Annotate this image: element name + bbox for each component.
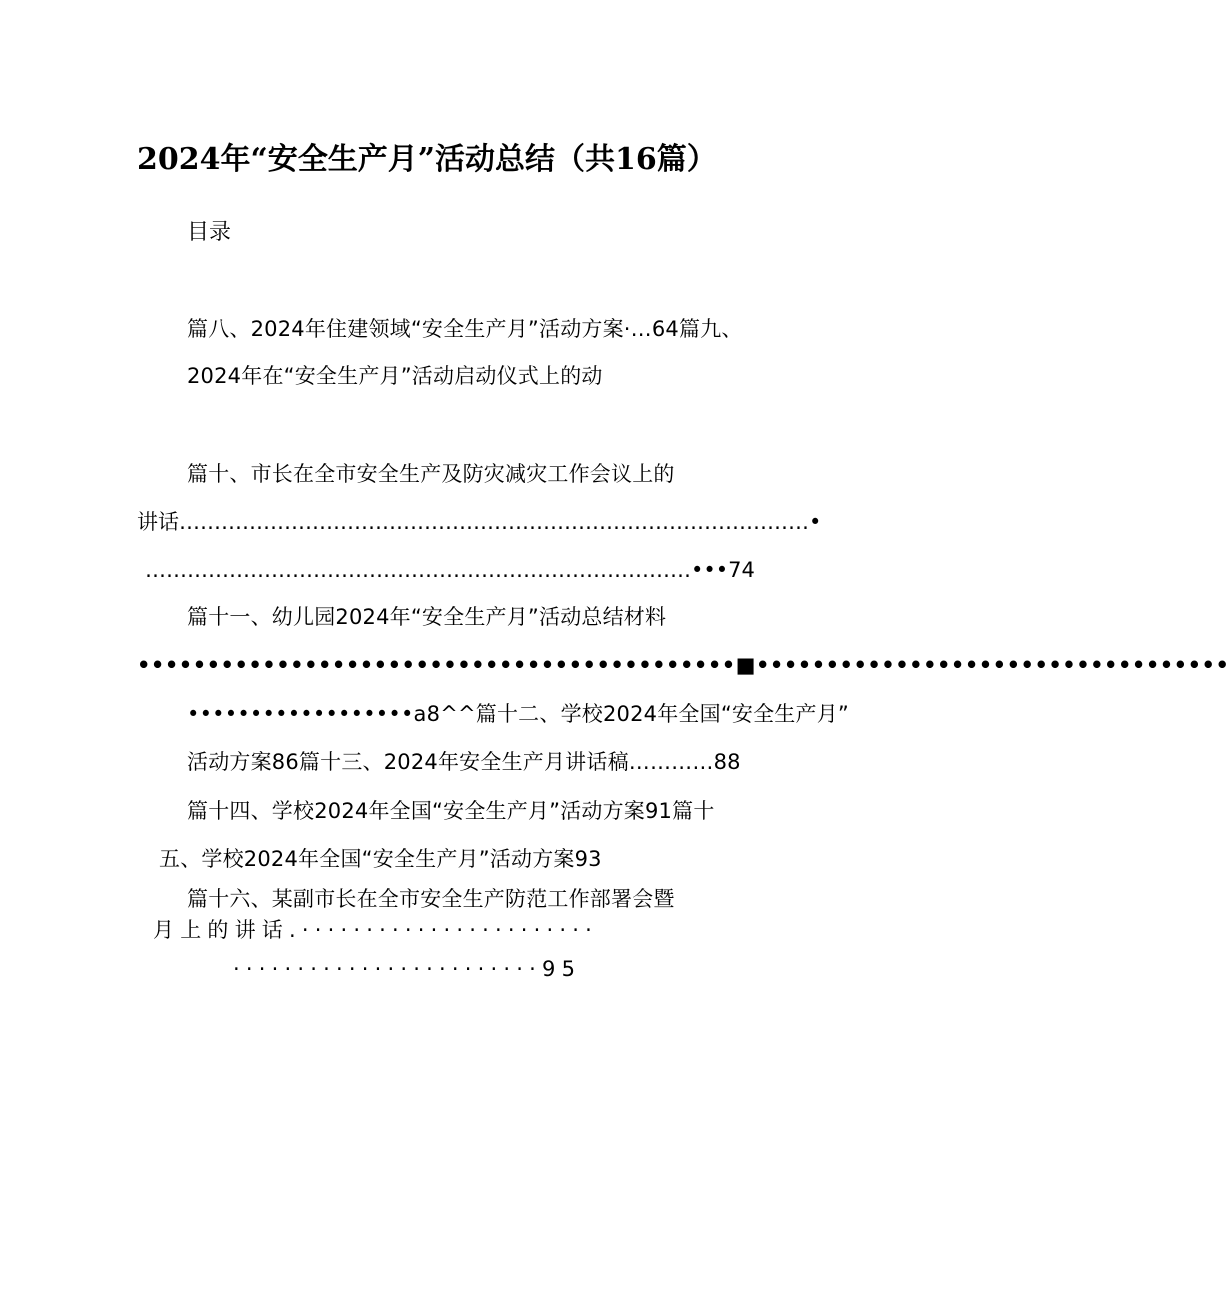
toc-line: 讲话………………………………………………………………………………•: [137, 510, 822, 534]
toc-line: 篇八、2024年住建领域“安全生产月”活动方案·…64篇九、: [187, 317, 743, 341]
toc-line: ························95: [233, 957, 582, 981]
toc-line: ••••••••••••••••••a8^^篇十二、学校2024年全国“安全生产月”: [187, 702, 849, 726]
toc-line: 篇十一、幼儿园2024年“安全生产月”活动总结材料: [187, 605, 667, 629]
toc-line: 五、学校2024年全国“安全生产月”活动方案93: [159, 847, 602, 871]
document-title: 2024年“安全生产月”活动总结（共16篇）: [137, 142, 717, 177]
toc-line: •••••••••••••••••••••••••••••••••••••••••••■••••••••••••••••••••••••••••••••••: [137, 653, 1229, 677]
toc-line: 月上的讲话.·······················: [153, 918, 599, 942]
toc-line: ……………………………………………………………………•••74: [145, 558, 755, 582]
toc-line: 篇十四、学校2024年全国“安全生产月”活动方案91篇十: [187, 799, 715, 823]
toc-line: 篇十六、某副市长在全市安全生产防范工作部署会暨: [187, 887, 675, 911]
toc-line: 篇十、市长在全市安全生产及防灾减灾工作会议上的: [187, 462, 675, 486]
toc-line: 活动方案86篇十三、2024年安全生产月讲话稿…………88: [187, 750, 741, 774]
toc-heading: 目录: [187, 220, 232, 245]
toc-line: 2024年在“安全生产月”活动启动仪式上的动: [187, 364, 603, 388]
